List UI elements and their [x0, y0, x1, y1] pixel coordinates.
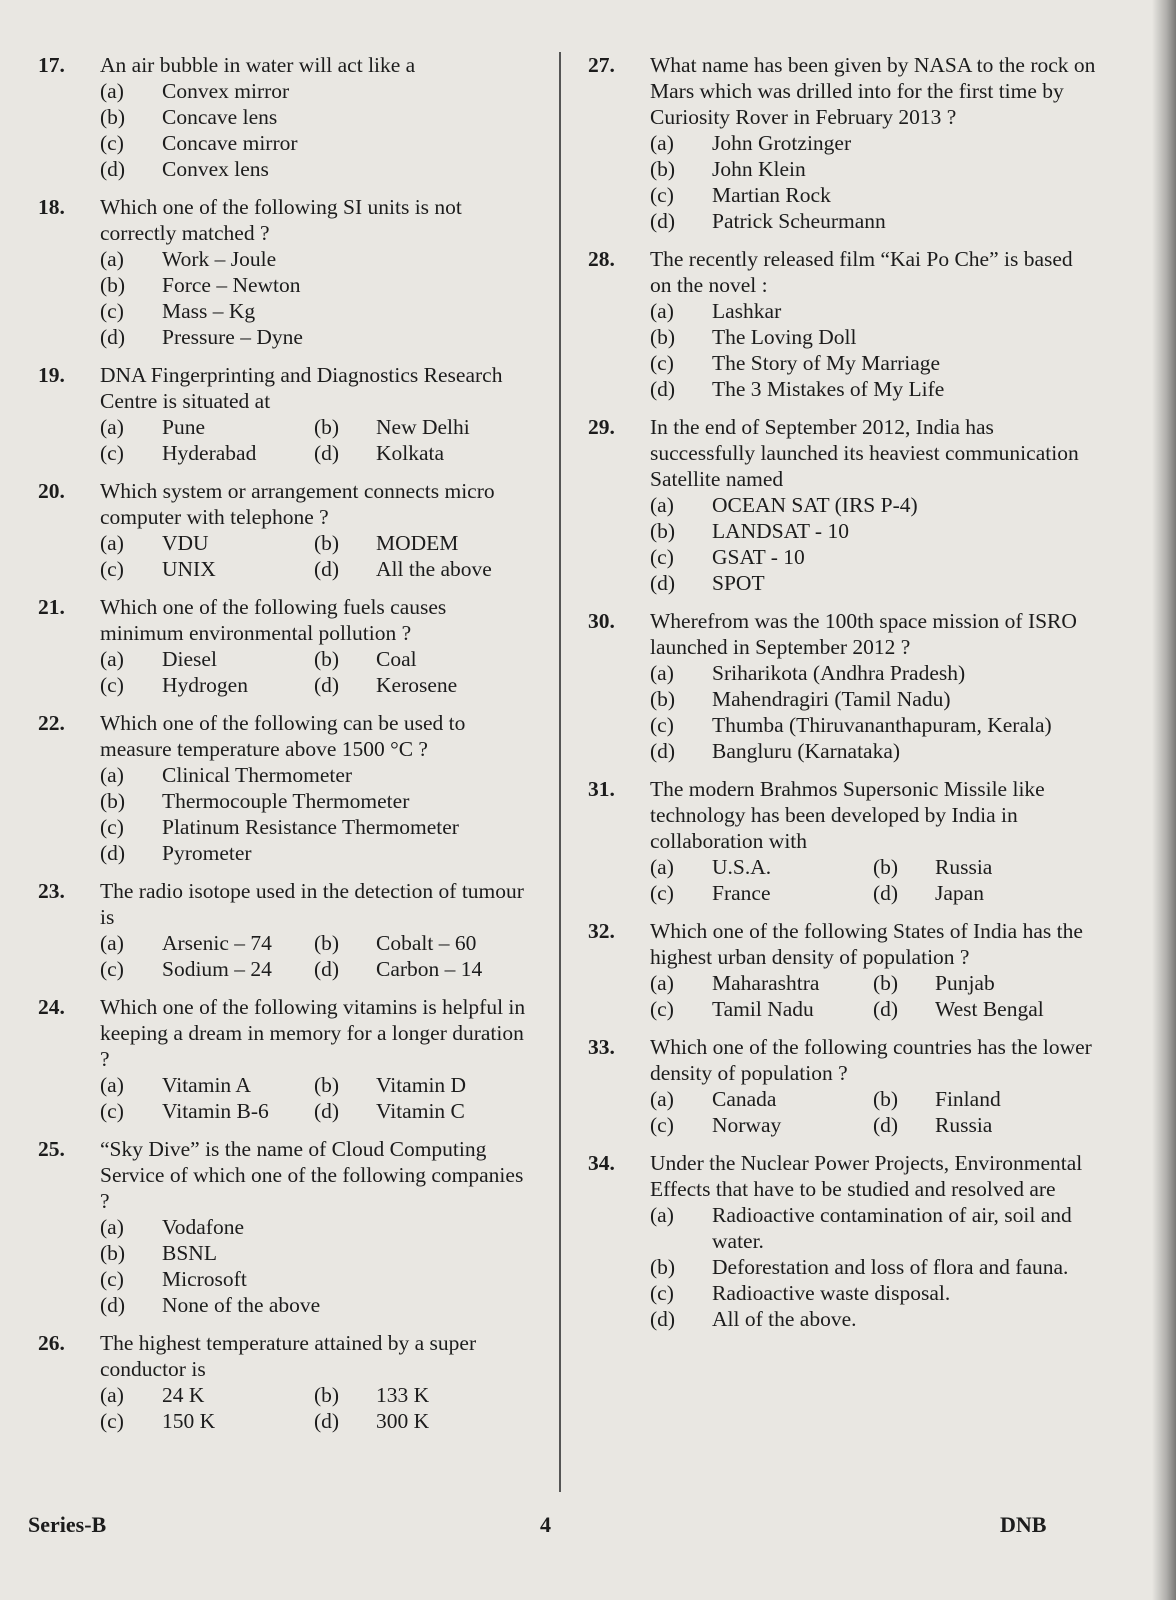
option-label: (d) [100, 325, 126, 349]
options-list [100, 1072, 528, 1124]
option-text: The Loving Doll [712, 325, 857, 349]
question-number: 23. [38, 879, 65, 903]
option-text: Patrick Scheurmann [712, 209, 886, 233]
option-label: (a) [650, 299, 674, 323]
options-list [650, 130, 1096, 234]
option-text: Coal [376, 647, 417, 671]
option-label: (c) [100, 1267, 124, 1291]
page-number: 4 [540, 1512, 551, 1537]
option-label: (a) [650, 855, 674, 879]
option-label: (a) [650, 493, 674, 517]
option-text: Pressure – Dyne [162, 325, 303, 349]
option-text: Convex lens [162, 157, 269, 181]
option-text: Vitamin D [376, 1073, 467, 1097]
question-text: “Sky Dive” is the name of Cloud Computing Service of which one of the following companies ? [100, 1137, 524, 1213]
page-edge-shadow [1152, 0, 1176, 1600]
options-list [100, 246, 528, 350]
option-text: U.S.A. [712, 855, 772, 879]
option-text: Vitamin B-6 [162, 1099, 269, 1123]
options-list [100, 530, 528, 582]
option-text: 24 K [162, 1383, 205, 1407]
option-text: UNIX [162, 557, 216, 581]
option-text: Thumba (Thiruvananthapuram, Kerala) [712, 713, 1052, 737]
question-32 [578, 918, 1096, 1022]
option-text: John Grotzinger [712, 131, 852, 155]
option-label: (b) [873, 971, 899, 995]
question-23 [28, 878, 528, 982]
option-text: VDU [162, 531, 209, 555]
option-label: (a) [100, 1215, 124, 1239]
question-24 [28, 994, 528, 1124]
option-label: (a) [650, 661, 674, 685]
option-text: Clinical Thermometer [162, 763, 353, 787]
question-text: The modern Brahmos Supersonic Missile like technology has been developed by India in collaboration with [650, 777, 1045, 853]
option-text: Lashkar [712, 299, 782, 323]
question-number: 20. [38, 479, 65, 503]
left-column [28, 52, 528, 1446]
question-25 [28, 1136, 528, 1318]
question-text: Which one of the following States of India has the highest urban density of population ? [650, 919, 1083, 969]
option-text: Tamil Nadu [712, 997, 814, 1021]
option-text: France [712, 881, 771, 905]
option-text: All the above [376, 557, 492, 581]
option-text: Hyderabad [162, 441, 257, 465]
option-text: Radioactive waste disposal. [712, 1281, 951, 1305]
option-label: (a) [100, 1073, 124, 1097]
option-label: (c) [100, 299, 124, 323]
option-label: (d) [650, 571, 676, 595]
option-label: (b) [873, 1087, 899, 1111]
option-label: (c) [100, 1099, 124, 1123]
question-21 [28, 594, 528, 698]
option-label: (d) [314, 1099, 340, 1123]
question-number: 26. [38, 1331, 65, 1355]
option-text: SPOT [712, 571, 765, 595]
option-text: Maharashtra [712, 971, 820, 995]
option-text: Force – Newton [162, 273, 301, 297]
option-text: Concave lens [162, 105, 278, 129]
options-list [100, 414, 528, 466]
option-label: (d) [100, 1293, 126, 1317]
option-label: (a) [650, 131, 674, 155]
option-text: Kolkata [376, 441, 445, 465]
option-label: (d) [100, 841, 126, 865]
option-label: (c) [100, 957, 124, 981]
option-text: New Delhi [376, 415, 470, 439]
option-label: (c) [650, 351, 674, 375]
option-label: (c) [650, 1113, 674, 1137]
option-label: (b) [873, 855, 899, 879]
option-label: (a) [100, 531, 124, 555]
option-text: Vitamin C [376, 1099, 465, 1123]
option-label: (b) [314, 531, 340, 555]
option-text: Radioactive contamination of air, soil and water. [712, 1203, 1072, 1253]
option-label: (b) [100, 789, 126, 813]
option-text: Vodafone [162, 1215, 245, 1239]
option-text: Mahendragiri (Tamil Nadu) [712, 687, 951, 711]
options-list [650, 298, 1096, 402]
option-text: Martian Rock [712, 183, 831, 207]
question-17 [28, 52, 528, 182]
option-label: (d) [314, 557, 340, 581]
options-list [100, 78, 528, 182]
options-list [100, 646, 528, 698]
option-text: Microsoft [162, 1267, 247, 1291]
question-number: 33. [588, 1035, 615, 1059]
option-label: (b) [314, 1383, 340, 1407]
question-number: 19. [38, 363, 65, 387]
option-label: (a) [100, 247, 124, 271]
option-label: (c) [650, 997, 674, 1021]
question-number: 31. [588, 777, 615, 801]
question-18 [28, 194, 528, 350]
option-text: Finland [935, 1087, 1001, 1111]
options-list [650, 1086, 1096, 1138]
question-text: Under the Nuclear Power Projects, Environmental Effects that have to be studied and resolved are [650, 1151, 1083, 1201]
option-text: LANDSAT - 10 [712, 519, 849, 543]
option-label: (c) [650, 881, 674, 905]
option-label: (b) [650, 519, 676, 543]
question-33 [578, 1034, 1096, 1138]
question-text: The recently released film “Kai Po Che” is based on the novel : [650, 247, 1073, 297]
option-text: MODEM [376, 531, 459, 555]
option-text: Concave mirror [162, 131, 298, 155]
options-list [650, 970, 1096, 1022]
question-number: 29. [588, 415, 615, 439]
options-list [650, 854, 1096, 906]
option-text: The Story of My Marriage [712, 351, 941, 375]
option-text: The 3 Mistakes of My Life [712, 377, 945, 401]
option-text: Mass – Kg [162, 299, 256, 323]
option-text: Carbon – 14 [376, 957, 483, 981]
option-text: GSAT - 10 [712, 545, 805, 569]
option-text: Thermocouple Thermometer [162, 789, 410, 813]
question-29 [578, 414, 1096, 596]
option-label: (a) [100, 931, 124, 955]
question-22 [28, 710, 528, 866]
question-number: 27. [588, 53, 615, 77]
option-label: (a) [100, 647, 124, 671]
question-number: 30. [588, 609, 615, 633]
option-label: (b) [314, 1073, 340, 1097]
question-text: The radio isotope used in the detection of tumour is [100, 879, 524, 929]
question-text: An air bubble in water will act like a [100, 53, 416, 77]
option-label: (c) [100, 131, 124, 155]
option-label: (d) [314, 957, 340, 981]
option-label: (c) [100, 441, 124, 465]
option-label: (a) [100, 763, 124, 787]
option-label: (b) [650, 1255, 676, 1279]
option-label: (d) [314, 441, 340, 465]
option-label: (d) [650, 209, 676, 233]
option-text: Kerosene [376, 673, 458, 697]
question-text: Which one of the following SI units is not correctly matched ? [100, 195, 462, 245]
option-text: Russia [935, 1113, 993, 1137]
options-list [100, 762, 528, 866]
question-text: DNA Fingerprinting and Diagnostics Research Centre is situated at [100, 363, 503, 413]
options-list [650, 492, 1096, 596]
option-text: 150 K [162, 1409, 216, 1433]
options-list [100, 1214, 528, 1318]
option-text: 133 K [376, 1383, 430, 1407]
option-label: (d) [650, 377, 676, 401]
option-text: Pyrometer [162, 841, 252, 865]
question-number: 32. [588, 919, 615, 943]
options-list [650, 1202, 1096, 1332]
question-number: 18. [38, 195, 65, 219]
options-list [650, 660, 1096, 764]
option-text: Canada [712, 1087, 777, 1111]
option-label: (b) [100, 105, 126, 129]
question-text: Which one of the following fuels causes minimum environmental pollution ? [100, 595, 447, 645]
column-divider [559, 52, 561, 1492]
question-number: 17. [38, 53, 65, 77]
question-text: What name has been given by NASA to the rock on Mars which was drilled into for the first time by Curiosity Rover in February 2013 ? [650, 53, 1096, 129]
option-label: (b) [650, 157, 676, 181]
option-text: Sriharikota (Andhra Pradesh) [712, 661, 966, 685]
option-text: All of the above. [712, 1307, 857, 1331]
option-text: Diesel [162, 647, 217, 671]
option-text: Work – Joule [162, 247, 277, 271]
question-34 [578, 1150, 1096, 1332]
option-label: (b) [650, 325, 676, 349]
option-text: Convex mirror [162, 79, 290, 103]
option-text: Punjab [935, 971, 995, 995]
option-label: (b) [314, 647, 340, 671]
booklet-code: DNB [1000, 1512, 1047, 1537]
question-number: 22. [38, 711, 65, 735]
option-text: BSNL [162, 1241, 217, 1265]
option-label: (a) [650, 1087, 674, 1111]
option-text: Arsenic – 74 [162, 931, 272, 955]
option-label: (c) [650, 545, 674, 569]
question-number: 24. [38, 995, 65, 1019]
option-text: John Klein [712, 157, 806, 181]
option-text: Japan [935, 881, 984, 905]
option-label: (b) [100, 1241, 126, 1265]
series-label: Series-B [28, 1512, 107, 1537]
question-number: 34. [588, 1151, 615, 1175]
option-label: (a) [100, 415, 124, 439]
option-label: (d) [100, 157, 126, 181]
question-text: Which one of the following vitamins is helpful in keeping a dream in memory for a longer duration ? [100, 995, 526, 1071]
option-label: (d) [314, 1409, 340, 1433]
question-27 [578, 52, 1096, 234]
options-list [100, 930, 528, 982]
question-20 [28, 478, 528, 582]
question-28 [578, 246, 1096, 402]
option-label: (d) [650, 739, 676, 763]
option-text: OCEAN SAT (IRS P-4) [712, 493, 918, 517]
option-label: (a) [650, 971, 674, 995]
option-text: Bangluru (Karnataka) [712, 739, 901, 763]
option-text: Vitamin A [162, 1073, 251, 1097]
option-label: (b) [314, 415, 340, 439]
option-label: (c) [100, 815, 124, 839]
question-31 [578, 776, 1096, 906]
option-label: (a) [100, 79, 124, 103]
option-text: Norway [712, 1113, 782, 1137]
option-label: (a) [650, 1203, 674, 1227]
question-text: The highest temperature attained by a super conductor is [100, 1331, 477, 1381]
option-label: (d) [873, 997, 899, 1021]
option-text: 300 K [376, 1409, 430, 1433]
option-text: None of the above [162, 1293, 321, 1317]
option-label: (c) [650, 713, 674, 737]
option-label: (d) [873, 881, 899, 905]
option-text: Pune [162, 415, 205, 439]
option-text: Russia [935, 855, 993, 879]
question-text: Wherefrom was the 100th space mission of ISRO launched in September 2012 ? [650, 609, 1077, 659]
option-label: (b) [100, 273, 126, 297]
question-number: 28. [588, 247, 615, 271]
option-label: (a) [100, 1383, 124, 1407]
option-text: Platinum Resistance Thermometer [162, 815, 459, 839]
option-label: (d) [314, 673, 340, 697]
question-text: Which one of the following countries has the lower density of population ? [650, 1035, 1092, 1085]
option-label: (b) [650, 687, 676, 711]
option-label: (d) [873, 1113, 899, 1137]
question-26 [28, 1330, 528, 1434]
option-label: (b) [314, 931, 340, 955]
question-text: Which system or arrangement connects micro computer with telephone ? [100, 479, 495, 529]
option-text: Cobalt – 60 [376, 931, 477, 955]
option-label: (c) [100, 1409, 124, 1433]
option-label: (c) [650, 183, 674, 207]
question-text: In the end of September 2012, India has successfully launched its heaviest communication Satellite named [650, 415, 1079, 491]
option-text: Hydrogen [162, 673, 248, 697]
option-label: (c) [650, 1281, 674, 1305]
option-text: Sodium – 24 [162, 957, 272, 981]
option-text: Deforestation and loss of flora and fauna. [712, 1255, 1069, 1279]
option-label: (c) [100, 673, 124, 697]
option-label: (d) [650, 1307, 676, 1331]
question-text: Which one of the following can be used to measure temperature above 1500 °C ? [100, 711, 466, 761]
right-column [578, 52, 1096, 1344]
option-label: (c) [100, 557, 124, 581]
option-text: West Bengal [935, 997, 1044, 1021]
question-number: 21. [38, 595, 65, 619]
question-number: 25. [38, 1137, 65, 1161]
question-30 [578, 608, 1096, 764]
options-list [100, 1382, 528, 1434]
question-19 [28, 362, 528, 466]
